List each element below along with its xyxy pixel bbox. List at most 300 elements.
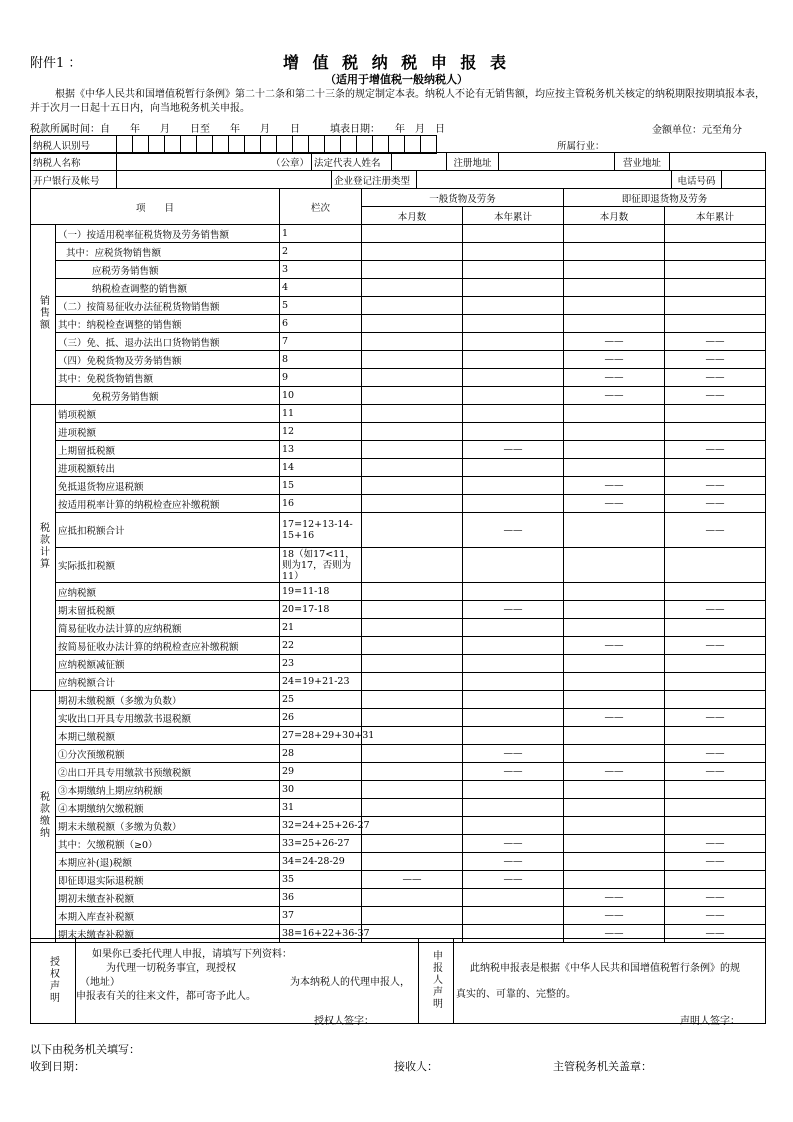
amount-cell[interactable]	[564, 601, 665, 619]
id-digit-cell[interactable]	[309, 136, 325, 154]
legal-rep-field[interactable]	[392, 153, 447, 171]
row-col-no: 11	[280, 405, 362, 423]
row-item-label: （三）免、抵、退办法出口货物销售额	[56, 333, 280, 351]
dash-cell: ——	[665, 333, 766, 351]
amount-cell[interactable]	[362, 835, 463, 853]
table-row	[31, 727, 766, 745]
id-digit-cell[interactable]	[277, 136, 293, 154]
bank-info-table	[30, 170, 766, 189]
amount-cell[interactable]	[362, 423, 463, 441]
amount-cell[interactable]	[665, 727, 766, 745]
row-item-label: 纳税检查调整的销售额	[56, 279, 280, 297]
amount-cell[interactable]	[665, 243, 766, 261]
row-item-label: 其中：免税货物销售额	[56, 369, 280, 387]
amount-cell[interactable]	[362, 441, 463, 459]
amount-cell[interactable]	[362, 691, 463, 709]
section-label: 销售额	[37, 295, 49, 331]
amount-cell[interactable]	[362, 907, 463, 925]
row-item-label: 期末未缴税额（多缴为负数）	[56, 817, 280, 835]
amount-cell[interactable]	[463, 225, 564, 243]
dash-cell: ——	[362, 871, 463, 889]
table-row	[31, 637, 766, 655]
dash-cell: ——	[665, 601, 766, 619]
row-col-no: 6	[280, 315, 362, 333]
amount-cell[interactable]	[564, 423, 665, 441]
row-col-no: 13	[280, 441, 362, 459]
dash-cell: ——	[463, 763, 564, 781]
declare-label: 申报人声明	[430, 949, 442, 1010]
amount-cell[interactable]	[463, 405, 564, 423]
amount-cell[interactable]	[362, 637, 463, 655]
col-header-general: 一般货物及劳务	[362, 189, 564, 207]
dash-cell: ——	[665, 637, 766, 655]
row-item-label: 按简易征收办法计算的纳税检查应补缴税额	[56, 637, 280, 655]
amount-cell[interactable]	[564, 871, 665, 889]
id-digit-cell[interactable]	[261, 136, 277, 154]
taxpayer-name-label: 纳税人名称	[31, 153, 117, 171]
phone-field[interactable]	[722, 171, 766, 189]
id-digit-cell[interactable]	[293, 136, 309, 154]
section-label: 税款计算	[37, 522, 49, 570]
amount-cell[interactable]	[463, 243, 564, 261]
col-header-month: 本月数	[362, 207, 463, 225]
col-header-month: 本月数	[564, 207, 665, 225]
amount-cell[interactable]	[463, 619, 564, 637]
amount-cell[interactable]	[463, 727, 564, 745]
col-header-refund: 即征即退货物及劳务	[564, 189, 766, 207]
declaration-section	[30, 938, 766, 1027]
row-col-no: 19=11-18	[280, 583, 362, 601]
row-item-label: 期初未缴查补税额	[56, 889, 280, 907]
amount-cell[interactable]	[463, 495, 564, 513]
row-item-label: 进项税额转出	[56, 459, 280, 477]
auth-sign-label: 授权人签字：	[314, 1016, 374, 1027]
amount-cell[interactable]	[362, 279, 463, 297]
amount-cell[interactable]	[463, 907, 564, 925]
table-row	[31, 459, 766, 477]
amount-cell[interactable]	[564, 727, 665, 745]
amount-cell[interactable]	[665, 781, 766, 799]
id-digit-cell[interactable]	[181, 136, 197, 154]
row-item-label: ①分次预缴税额	[56, 745, 280, 763]
auth-line-3: （地址）	[80, 977, 120, 988]
auth-line-3b: 为本纳税人的代理申报人，	[290, 977, 410, 988]
biz-address-label: 营业地址	[615, 153, 670, 171]
reg-address-label: 注册地址	[447, 153, 499, 171]
row-col-no: 38=16+22+36-37	[280, 925, 362, 943]
seal-label: （公章）	[270, 157, 309, 169]
row-item-label: 期末留抵税额	[56, 601, 280, 619]
dash-cell: ——	[564, 495, 665, 513]
amount-cell[interactable]	[362, 817, 463, 835]
row-item-label: 应纳税额合计	[56, 673, 280, 691]
col-header-year: 本年累计	[463, 207, 564, 225]
id-digit-cell[interactable]	[341, 136, 357, 154]
amount-cell[interactable]	[463, 351, 564, 369]
amount-cell[interactable]	[564, 315, 665, 333]
amount-cell[interactable]	[665, 817, 766, 835]
amount-cell[interactable]	[362, 351, 463, 369]
amount-cell[interactable]	[665, 225, 766, 243]
table-row	[31, 835, 766, 853]
row-col-no: 15	[280, 477, 362, 495]
amount-cell[interactable]	[463, 799, 564, 817]
row-col-no: 3	[280, 261, 362, 279]
id-digit-cell[interactable]	[229, 136, 245, 154]
form-subtitle: （适用于增值税一般纳税人）	[325, 73, 468, 86]
dash-cell: ——	[564, 477, 665, 495]
legal-rep-label: 法定代表人姓名	[312, 153, 392, 171]
amount-cell[interactable]	[665, 315, 766, 333]
amount-cell[interactable]	[564, 243, 665, 261]
amount-cell[interactable]	[564, 225, 665, 243]
id-digit-cell[interactable]	[325, 136, 341, 154]
amount-cell[interactable]	[362, 513, 463, 548]
row-item-label: 本期已缴税额	[56, 727, 280, 745]
row-col-no: 23	[280, 655, 362, 673]
id-digit-cell[interactable]	[149, 136, 165, 154]
amount-cell[interactable]	[463, 261, 564, 279]
table-row	[31, 673, 766, 691]
amount-cell[interactable]	[564, 279, 665, 297]
row-col-no: 18（如17<11，则为17，否则为11）	[280, 548, 362, 583]
amount-cell[interactable]	[362, 601, 463, 619]
amount-cell[interactable]	[463, 548, 564, 583]
table-row	[31, 853, 766, 871]
amount-cell[interactable]	[362, 781, 463, 799]
reg-address-field[interactable]	[499, 153, 615, 171]
row-col-no: 26	[280, 709, 362, 727]
row-item-label: 其中：纳税检查调整的销售额	[56, 315, 280, 333]
amount-cell[interactable]	[564, 619, 665, 637]
table-row	[31, 243, 766, 261]
amount-cell[interactable]	[362, 405, 463, 423]
row-col-no: 8	[280, 351, 362, 369]
table-row	[31, 691, 766, 709]
amount-cell[interactable]	[463, 583, 564, 601]
row-item-label: （二）按简易征收办法征税货物销售额	[56, 297, 280, 315]
dash-cell: ——	[665, 853, 766, 871]
dash-cell: ——	[564, 637, 665, 655]
table-row	[31, 333, 766, 351]
row-item-label: 本期入库查补税额	[56, 907, 280, 925]
row-item-label: 即征即退实际退税额	[56, 871, 280, 889]
amount-cell[interactable]	[463, 459, 564, 477]
amount-cell[interactable]	[564, 835, 665, 853]
row-item-label: 应抵扣税额合计	[56, 513, 280, 548]
table-row	[31, 261, 766, 279]
table-row	[31, 477, 766, 495]
dash-cell: ——	[463, 835, 564, 853]
row-item-label: ③本期缴纳上期应纳税额	[56, 781, 280, 799]
row-col-no: 30	[280, 781, 362, 799]
tax-period-label: 税款所属时间：自 年 月 日至 年 月 日	[30, 124, 300, 135]
table-row	[31, 351, 766, 369]
amount-cell[interactable]	[362, 673, 463, 691]
amount-cell[interactable]	[362, 727, 463, 745]
dash-cell: ——	[665, 763, 766, 781]
row-col-no: 33=25+26-27	[280, 835, 362, 853]
dash-cell: ——	[665, 387, 766, 405]
table-row	[31, 225, 766, 243]
dash-cell: ——	[463, 601, 564, 619]
row-item-label: 按适用税率计算的纳税检查应补缴税额	[56, 495, 280, 513]
amount-cell[interactable]	[362, 799, 463, 817]
amount-cell[interactable]	[362, 477, 463, 495]
table-row	[31, 315, 766, 333]
row-item-label: 免税劳务销售额	[56, 387, 280, 405]
table-row	[31, 907, 766, 925]
table-row	[31, 799, 766, 817]
row-col-no: 27=28+29+30+31	[280, 727, 362, 745]
row-item-label: 其中：欠缴税额（≥0）	[56, 835, 280, 853]
amount-cell[interactable]	[362, 889, 463, 907]
amount-cell[interactable]	[665, 799, 766, 817]
fill-date-label: 填表日期： 年 月 日	[330, 124, 445, 135]
amount-cell[interactable]	[463, 279, 564, 297]
table-row	[31, 889, 766, 907]
auth-line-1: 如果你已委托代理人申报，请填写下列资料：	[92, 949, 292, 960]
amount-cell[interactable]	[564, 548, 665, 583]
row-item-label: 上期留抵税额	[56, 441, 280, 459]
amount-cell[interactable]	[665, 691, 766, 709]
dash-cell: ——	[665, 513, 766, 548]
taxpayer-id-label: 纳税人识别号	[31, 136, 117, 154]
row-col-no: 29	[280, 763, 362, 781]
row-col-no: 2	[280, 243, 362, 261]
row-item-label: 简易征收办法计算的应纳税额	[56, 619, 280, 637]
dash-cell: ——	[564, 907, 665, 925]
amount-cell[interactable]	[564, 691, 665, 709]
amount-cell[interactable]	[564, 853, 665, 871]
declare-sign-label: 声明人签字：	[680, 1016, 740, 1027]
dash-cell: ——	[463, 745, 564, 763]
row-col-no: 32=24+25+26-27	[280, 817, 362, 835]
amount-cell[interactable]	[362, 655, 463, 673]
id-digit-cell[interactable]	[165, 136, 181, 154]
amount-cell[interactable]	[665, 548, 766, 583]
row-col-no: 4	[280, 279, 362, 297]
id-digit-cell[interactable]	[421, 136, 437, 154]
attachment-label: 附件1 ：	[30, 56, 82, 71]
dash-cell: ——	[665, 745, 766, 763]
amount-cell[interactable]	[362, 369, 463, 387]
amount-cell[interactable]	[463, 781, 564, 799]
row-col-no: 34=24-28-29	[280, 853, 362, 871]
amount-cell[interactable]	[665, 297, 766, 315]
id-digit-cell[interactable]	[197, 136, 213, 154]
unit-label: 金额单位：元至角分	[652, 125, 742, 136]
amount-cell[interactable]	[564, 261, 665, 279]
table-row	[31, 441, 766, 459]
table-row	[31, 495, 766, 513]
amount-cell[interactable]	[665, 871, 766, 889]
amount-cell[interactable]	[362, 763, 463, 781]
amount-cell[interactable]	[564, 799, 665, 817]
amount-cell[interactable]	[564, 745, 665, 763]
table-row	[31, 387, 766, 405]
amount-cell[interactable]	[362, 459, 463, 477]
dash-cell: ——	[665, 369, 766, 387]
amount-cell[interactable]	[362, 619, 463, 637]
amount-cell[interactable]	[665, 655, 766, 673]
amount-cell[interactable]	[362, 261, 463, 279]
amount-cell[interactable]	[665, 261, 766, 279]
amount-cell[interactable]	[362, 495, 463, 513]
amount-cell[interactable]	[564, 513, 665, 548]
table-row	[31, 423, 766, 441]
amount-cell[interactable]	[362, 333, 463, 351]
id-digit-cell[interactable]	[213, 136, 229, 154]
amount-cell[interactable]	[564, 781, 665, 799]
reg-type-field[interactable]	[417, 171, 672, 189]
table-row	[31, 745, 766, 763]
amount-cell[interactable]	[362, 548, 463, 583]
auth-line-4: 申报表有关的往来文件，都可寄予此人。	[76, 991, 256, 1002]
amount-cell[interactable]	[564, 583, 665, 601]
amount-cell[interactable]	[463, 709, 564, 727]
table-row	[31, 583, 766, 601]
row-item-label: 免抵退货物应退税额	[56, 477, 280, 495]
amount-cell[interactable]	[463, 333, 564, 351]
row-col-no: 7	[280, 333, 362, 351]
row-item-label: （四）免税货物及劳务销售额	[56, 351, 280, 369]
amount-cell[interactable]	[665, 673, 766, 691]
row-item-label: 应税劳务销售额	[56, 261, 280, 279]
amount-cell[interactable]	[665, 583, 766, 601]
row-col-no: 5	[280, 297, 362, 315]
amount-cell[interactable]	[564, 441, 665, 459]
row-item-label: 销项税额	[56, 405, 280, 423]
table-row	[31, 619, 766, 637]
office-use-label: 以下由税务机关填写：	[30, 1043, 140, 1056]
dash-cell: ——	[564, 925, 665, 943]
table-row	[31, 297, 766, 315]
id-digit-cell[interactable]	[405, 136, 421, 154]
amount-cell[interactable]	[564, 297, 665, 315]
declare-line-1: 此纳税申报表是根据《中华人民共和国增值税暂行条例》的规	[470, 963, 740, 974]
amount-cell[interactable]	[463, 691, 564, 709]
row-item-label: 进项税额	[56, 423, 280, 441]
section-label: 税款缴纳	[37, 791, 49, 839]
id-digit-cell[interactable]	[117, 136, 133, 154]
row-col-no: 17=12+13-14-15+16	[280, 513, 362, 548]
amount-cell[interactable]	[564, 405, 665, 423]
amount-cell[interactable]	[463, 655, 564, 673]
row-item-label: （一）按适用税率征税货物及劳务销售额	[56, 225, 280, 243]
table-row	[31, 513, 766, 548]
biz-address-field[interactable]	[670, 153, 766, 171]
row-col-no: 1	[280, 225, 362, 243]
amount-cell[interactable]	[463, 315, 564, 333]
amount-cell[interactable]	[463, 637, 564, 655]
row-item-label: 期末未缴查补税额	[56, 925, 280, 943]
row-col-no: 36	[280, 889, 362, 907]
dash-cell: ——	[463, 853, 564, 871]
col-header-year: 本年累计	[665, 207, 766, 225]
amount-cell[interactable]	[463, 817, 564, 835]
dash-cell: ——	[665, 835, 766, 853]
amount-cell[interactable]	[463, 673, 564, 691]
row-col-no: 35	[280, 871, 362, 889]
amount-cell[interactable]	[564, 673, 665, 691]
intro-text: 根据《中华人民共和国增值税暂行条例》第二十二条和第二十三条的规定制定本表。纳税人不论有无销售额，均应按主管税务机关核定的纳税期限按期填报本表，并于次月一日起十五日内，向当地税务机关申报。	[30, 89, 765, 114]
amount-cell[interactable]	[362, 745, 463, 763]
row-item-label: 实际抵扣税额	[56, 548, 280, 583]
amount-cell[interactable]	[665, 423, 766, 441]
table-row	[31, 871, 766, 889]
auth-block	[76, 939, 419, 1027]
amount-cell[interactable]	[564, 655, 665, 673]
bank-account-label: 开户银行及帐号	[31, 171, 117, 189]
dash-cell: ——	[564, 351, 665, 369]
amount-cell[interactable]	[362, 243, 463, 261]
id-digit-cell[interactable]	[389, 136, 405, 154]
row-col-no: 28	[280, 745, 362, 763]
auth-label: 授权声明	[47, 955, 59, 1004]
amount-cell[interactable]	[463, 297, 564, 315]
row-col-no: 37	[280, 907, 362, 925]
table-row	[31, 279, 766, 297]
row-col-no: 14	[280, 459, 362, 477]
amount-cell[interactable]	[362, 297, 463, 315]
dash-cell: ——	[564, 369, 665, 387]
dash-cell: ——	[665, 495, 766, 513]
row-item-label: 其中：应税货物销售额	[56, 243, 280, 261]
amount-cell[interactable]	[362, 583, 463, 601]
amount-cell[interactable]	[564, 459, 665, 477]
id-digit-cell[interactable]	[357, 136, 373, 154]
amount-cell[interactable]	[362, 225, 463, 243]
amount-cell[interactable]	[665, 405, 766, 423]
dash-cell: ——	[665, 889, 766, 907]
amount-cell[interactable]	[362, 709, 463, 727]
bank-account-field[interactable]	[117, 171, 332, 189]
amount-cell[interactable]	[463, 889, 564, 907]
table-row	[31, 601, 766, 619]
dash-cell: ——	[463, 441, 564, 459]
amount-cell[interactable]	[564, 817, 665, 835]
id-digit-cell[interactable]	[373, 136, 389, 154]
amount-cell[interactable]	[362, 853, 463, 871]
amount-cell[interactable]	[362, 387, 463, 405]
amount-cell[interactable]	[463, 369, 564, 387]
amount-cell[interactable]	[463, 423, 564, 441]
row-item-label: 本期应补(退)税额	[56, 853, 280, 871]
amount-cell[interactable]	[665, 619, 766, 637]
table-row	[31, 369, 766, 387]
taxpayer-name-field[interactable]	[117, 153, 312, 171]
id-digit-cell[interactable]	[133, 136, 149, 154]
id-digit-cell[interactable]	[245, 136, 261, 154]
dash-cell: ——	[463, 871, 564, 889]
row-item-label: ②出口开具专用缴款书预缴税额	[56, 763, 280, 781]
col-header-no: 栏次	[280, 189, 362, 225]
amount-cell[interactable]	[665, 279, 766, 297]
reg-type-label: 企业登记注册类型	[332, 171, 417, 189]
received-date-label: 收到日期：	[30, 1060, 85, 1073]
form-title: 增 值 税 纳 税 申 报 表	[283, 53, 510, 72]
amount-cell[interactable]	[463, 387, 564, 405]
amount-cell[interactable]	[463, 477, 564, 495]
dash-cell: ——	[564, 387, 665, 405]
amount-cell[interactable]	[665, 459, 766, 477]
row-item-label: 应纳税额减征额	[56, 655, 280, 673]
amount-cell[interactable]	[362, 315, 463, 333]
dash-cell: ——	[564, 333, 665, 351]
dash-cell: ——	[564, 763, 665, 781]
declare-line-2: 真实的、可靠的、完整的。	[456, 989, 576, 1000]
